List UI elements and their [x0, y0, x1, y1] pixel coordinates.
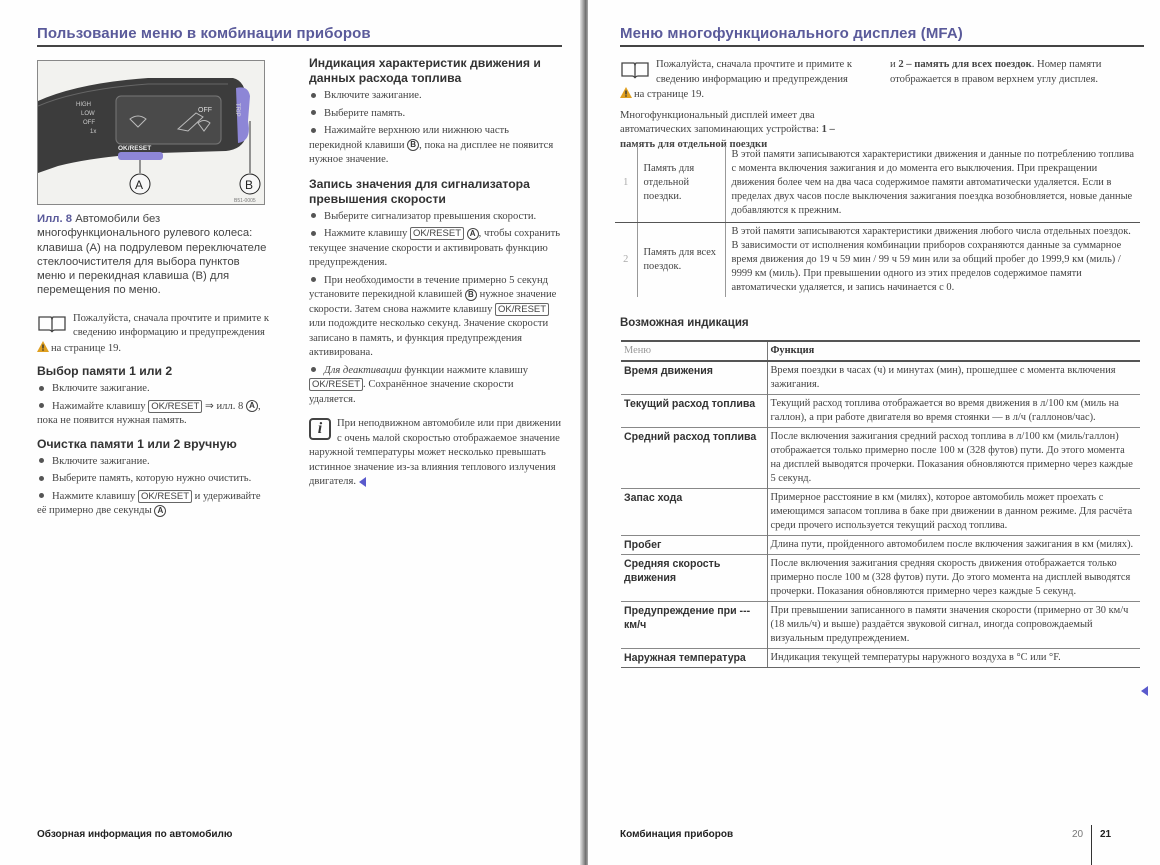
- read-first-note: [620, 58, 860, 152]
- figure-wiper-stalk: [37, 60, 265, 205]
- callout-b: B: [245, 178, 254, 192]
- list-item: [37, 490, 269, 519]
- note-ref[interactable]: на странице 19.: [51, 342, 122, 354]
- note-ref[interactable]: на странице 19.: [634, 89, 705, 100]
- table-row: [621, 489, 1140, 536]
- warning-icon: [37, 341, 49, 352]
- read-first-note: [37, 312, 269, 357]
- column-header-function: Функция: [767, 341, 1140, 361]
- note-text: Пожалуйста, сначала прочтите и примите к сведению информацию и предупреждения: [656, 59, 852, 85]
- intro-text: и: [890, 59, 896, 70]
- bullet-text: . Сохранённое значение скорости удаляется.: [309, 379, 514, 405]
- heading-speed-warning: Запись значения для сигнализатора превышения скорости: [309, 176, 530, 206]
- callout-b-badge: B: [407, 139, 419, 151]
- page-title: Пользование меню в комбинации приборов: [37, 25, 371, 42]
- warning-icon: [620, 87, 632, 98]
- label-off-2: OFF: [198, 107, 212, 114]
- book-icon: [620, 60, 650, 80]
- ok-reset-key: OK/RESET: [138, 490, 192, 503]
- page-number-divider: [1091, 825, 1092, 865]
- book-icon: [37, 314, 67, 334]
- function-cell: После включения зажигания средний расход топлива в л/100 км (миль/галлон) отображается только примерно после 100 м (328 футов) пути. До этого момента на дисплей выводятся прочерки. Показания обновляются примерно через каждые 5 секунд.: [767, 428, 1140, 489]
- callout-a: A: [135, 178, 144, 192]
- menu-cell: Наружная температура: [621, 649, 767, 668]
- memory-description: В этой памяти записываются характеристики движения любого числа отдельных поездок. В зависимости от исполнения комбинации приборов сохраняются данные за суммарное время движения до 19 ч 59 мин / 99 ч 59 мин или за общий пробег до 1999,9 км (миль) / 9999 км (миль). При превышении одного из этих пределов содержимое памяти автоматически удаляется, и запись начинается с 0.: [731, 226, 1131, 293]
- function-cell: При превышении записанного в памяти значения скорости (примерно от 30 км/ч (18 миль/ч) и выше) раздаётся звуковой сигнал, иногда сопровождаемый визуальным предупреждением.: [767, 602, 1140, 649]
- bullet-text: , чтобы сохранить текущее значение скорости и активировать функцию предупреждения.: [309, 228, 561, 268]
- page-number-right: 21: [1100, 829, 1112, 840]
- list-item: [309, 210, 562, 225]
- footer-section: Обзорная информация по автомобилю: [37, 829, 233, 840]
- title-rule: [37, 45, 562, 47]
- bullet-text: Включите зажигание.: [52, 455, 150, 467]
- column-header-menu: Меню: [621, 341, 767, 361]
- callout-a-badge: A: [467, 228, 479, 240]
- function-cell: Индикация текущей температуры наружного воздуха в °C или °F.: [767, 649, 1140, 668]
- bullet-italic: Для деактивации: [324, 364, 402, 376]
- middle-column: [309, 56, 562, 490]
- label-1x: 1x: [90, 129, 97, 135]
- memory-number: 1: [615, 146, 637, 223]
- list-item: [309, 107, 562, 122]
- bullet-text: Нажмите клавишу: [52, 490, 136, 502]
- function-cell: Длина пути, пройденного автомобилем после включения зажигания в км (милях).: [767, 536, 1140, 555]
- page-title: Меню многофункционального дисплея (MFA): [620, 25, 963, 42]
- intro-memory-1: 1 – память для отдельной поездки: [620, 124, 835, 150]
- section-end-icon: [1141, 686, 1148, 696]
- table-row: [621, 428, 1140, 489]
- callout-a-badge: A: [246, 400, 258, 412]
- ok-reset-key: OK/RESET: [410, 227, 464, 240]
- function-cell: Время поездки в часах (ч) и минутах (мин), прошедшее с момента включения зажигания.: [767, 361, 1140, 395]
- caption-text: Автомобили без многофункционального рулевого колеса: клавиша (A) на подрулевом переключателе стеклоочистителя для выбора пунктов меню и перекидная клавиша (B) для перемещения по меню.: [37, 213, 267, 297]
- list-item: [309, 89, 562, 104]
- bullet-text: Выберите память, которую нужно очистить.: [52, 473, 252, 485]
- menu-cell: Предупреждение при --- км/ч: [621, 602, 767, 649]
- function-cell: После включения зажигания средняя скорость движения отображается только примерно после 100 м (328 футов) пути. До этого момента на дисплей выводятся прочерки. Показания обновляются примерно через каждые 5 секунд.: [767, 555, 1140, 602]
- figure-caption: [37, 212, 269, 298]
- list-item: [309, 274, 562, 361]
- figure-code: B51-0005: [234, 198, 256, 204]
- intro-text: Многофункциональный дисплей имеет два автоматических запоминающих устройства:: [620, 109, 819, 135]
- menu-cell: Средняя скорость движения: [621, 555, 767, 602]
- bullet-text: Включите зажигание.: [52, 383, 150, 395]
- list-item: [309, 227, 562, 271]
- heading-select-memory: Выбор памяти 1 или 2: [37, 364, 173, 379]
- bullet-text: функции нажмите клавишу: [404, 364, 529, 376]
- page-number-left: 20: [1072, 829, 1084, 840]
- bullet-text: или подождите несколько секунд. Значение скорости записано в память, и функция предупреждения активирована.: [309, 318, 549, 358]
- memory-number: 2: [623, 254, 629, 265]
- list-item: [37, 400, 269, 429]
- bullet-text: Нажимайте клавишу: [52, 400, 146, 412]
- intro-text: . Номер памяти отображается в правом верхнем углу дисплея.: [890, 59, 1102, 85]
- info-icon: i: [309, 418, 331, 440]
- bullet-text: и удерживайте её примерно две секунды: [37, 490, 261, 517]
- list-item: [37, 455, 269, 470]
- footer-section: Комбинация приборов: [620, 829, 734, 840]
- menu-cell: Средний расход топлива: [621, 428, 767, 489]
- table-row: [621, 536, 1140, 555]
- right-page: [588, 0, 1160, 865]
- memory-name: Память для всех поездок.: [637, 223, 725, 298]
- table-row: [621, 361, 1140, 395]
- caption-label: Илл. 8: [37, 213, 73, 225]
- bullet-text: Нажимайте верхнюю или нижнюю часть перекидной клавиши: [309, 125, 509, 151]
- label-off: OFF: [83, 120, 95, 126]
- menu-cell: Текущий расход топлива: [621, 395, 767, 428]
- table-row: [615, 146, 1140, 223]
- memory-description: В этой памяти записываются характеристики движения и данные по потреблению топлива с момента включения зажигания и до момента его выключения. При прекращении движения более чем на два часа содержимое памяти автоматически удаляется. Если в пределах двух часов после выключения зажигания поездка возобновляется, новые данные добавляются к прежним.: [725, 146, 1140, 223]
- bullet-text: Включите зажигание.: [324, 90, 422, 101]
- table-row: [621, 395, 1140, 428]
- indication-table: [621, 340, 1140, 668]
- note-text: Пожалуйста, сначала прочтите и примите к сведению информацию и предупреждения: [73, 312, 269, 339]
- ok-reset-key: OK/RESET: [495, 303, 549, 316]
- figure-ref[interactable]: ⇒ илл. 8: [204, 400, 244, 412]
- label-low: LOW: [81, 111, 95, 117]
- info-note-text: При неподвижном автомобиле или при движении с очень малой скоростью отображаемое значение наружной температуры может несколько превышать истинное значение из-за влияния теплового излучения двигателя.: [309, 418, 562, 487]
- table-row: [621, 555, 1140, 602]
- table-row: [615, 223, 1140, 298]
- bullet-text: нужное значение скорости. Затем снова нажмите клавишу: [309, 289, 557, 315]
- callout-b-badge: B: [465, 289, 477, 301]
- list-item: [309, 364, 562, 408]
- callout-a-badge: A: [154, 505, 166, 517]
- menu-cell: Запас хода: [621, 489, 767, 536]
- memory-table: [615, 146, 1140, 297]
- heading-clear-memory: Очистка памяти 1 или 2 вручную: [37, 436, 237, 451]
- left-column: [37, 212, 269, 519]
- function-cell: Текущий расход топлива отображается во время движения в л/100 км (миль на галлон), а при работе двигателя во время стоянки — в л/ч (галлонов/час).: [767, 395, 1140, 428]
- bullet-text: При необходимости в течение примерно 5 секунд установите перекидной клавишей: [309, 274, 548, 300]
- bullet-text: Нажмите клавишу: [324, 228, 408, 239]
- menu-cell: Время движения: [621, 361, 767, 395]
- table-row: [621, 649, 1140, 668]
- label-high: HIGH: [76, 102, 91, 108]
- title-rule: [620, 45, 1144, 47]
- section-end-icon: [359, 477, 366, 487]
- ok-reset-key: OK/RESET: [309, 378, 363, 391]
- list-item: [309, 124, 562, 168]
- table-header-row: [621, 341, 1140, 361]
- bullet-text: , пока на дисплее не появится нужное значение.: [309, 139, 554, 165]
- info-note: [309, 417, 562, 490]
- list-item: [37, 382, 269, 397]
- ok-reset-key: OK/RESET: [148, 400, 202, 413]
- bullet-text: Выберите сигнализатор превышения скорости.: [324, 210, 537, 222]
- label-ok-reset: OK/RESET: [118, 145, 152, 152]
- bullet-text: Выберите память.: [324, 107, 406, 119]
- intro-memory-2: 2 – память для всех поездок: [898, 59, 1032, 70]
- heading-indication: Индикация характеристик движения и данных расхода топлива: [309, 56, 541, 85]
- memory-name: Память для отдельной поездки.: [637, 146, 725, 223]
- bullet-text: , пока не появится нужная память.: [37, 400, 261, 427]
- menu-cell: Пробег: [621, 536, 767, 555]
- wiper-stalk-illustration: [38, 61, 265, 205]
- label-trip: TRIP: [234, 103, 240, 117]
- table-row: [621, 602, 1140, 649]
- intro-continued: [890, 58, 1140, 87]
- list-item: [37, 472, 269, 487]
- heading-possible-indication: Возможная индикация: [620, 317, 749, 329]
- function-cell: Примерное расстояние в км (милях), которое автомобиль может проехать с имеющимся запасом топлива в баке при движении в данном режиме. Для расчёта среди прочего используется текущий расход топлива.: [767, 489, 1140, 536]
